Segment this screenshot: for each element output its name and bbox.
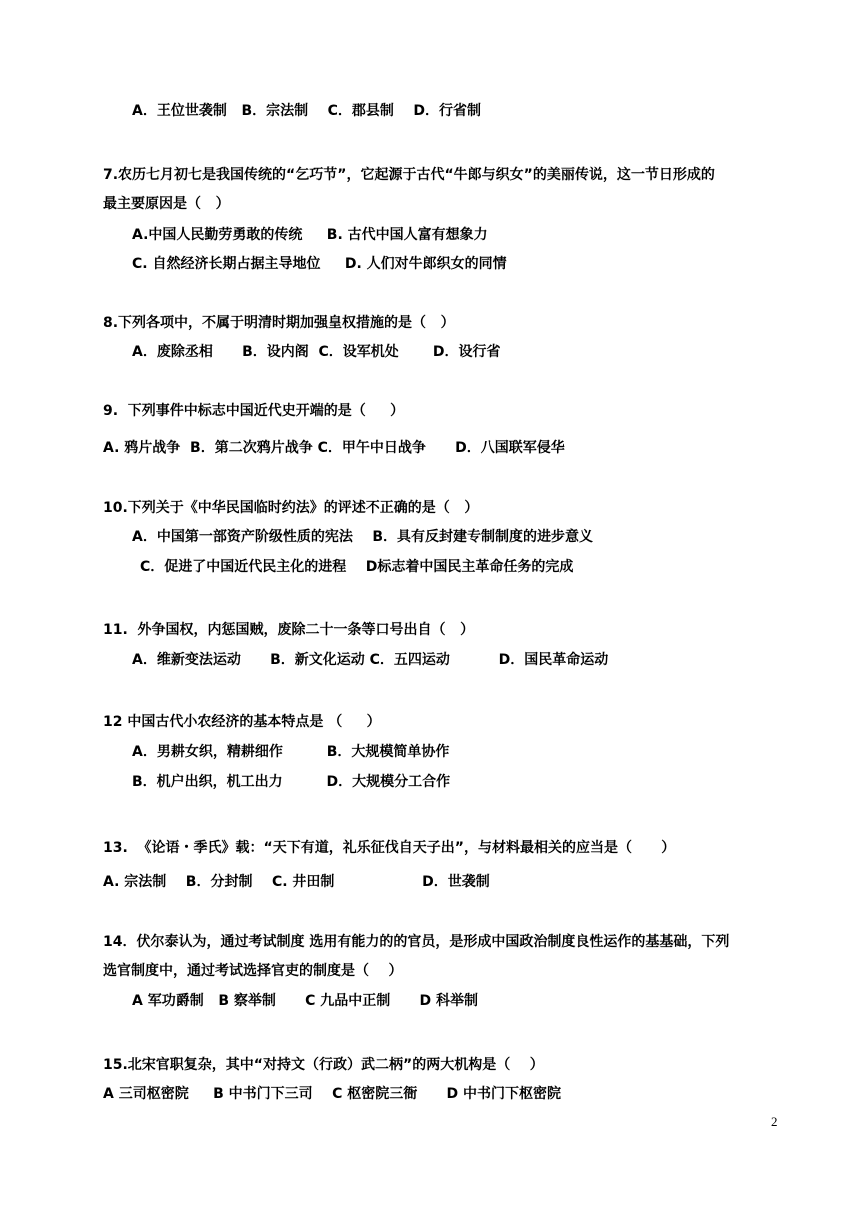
q14-options: A 军功爵制 B 察举制 C 九品中正制 D 科举制: [132, 993, 479, 1009]
q12-options-line2: B．机户出织，机工出力 D．大规模分工合作: [132, 774, 451, 790]
q14-stem-line2: 选官制度中，通过考试选择官吏的制度是（ ）: [103, 963, 403, 979]
page-number: 2: [771, 1114, 778, 1129]
q11-stem: 11. 外争国权，内惩国贼，废除二十一条等口号出自（ ）: [103, 622, 475, 638]
q14-stem-line1: 14．伏尔泰认为，通过考试制度 选用有能力的的官员，是形成中国政治制度良性运作的基基础，下列: [103, 934, 730, 950]
q10-options-line1: A．中国第一部资产阶级性质的宪法 B．具有反封建专制制度的进步意义: [132, 529, 594, 545]
q8-options: A．废除丞相 B．设内阁 C．设军机处 D．设行省: [132, 344, 501, 360]
q7-options-line1: A.中国人民勤劳勇敢的传统 B. 古代中国人富有想象力: [132, 227, 488, 243]
q13-stem: 13. 《论语・季氏》载：“天下有道，礼乐征伐自天子出”，与材料最相关的应当是（ ）: [103, 840, 676, 856]
q11-options: A．维新变法运动 B．新文化运动 C．五四运动 D．国民革命运动: [132, 652, 609, 668]
q15-options: A 三司枢密院 B 中书门下三司 C 枢密院三衙 D 中书门下枢密院: [103, 1086, 562, 1102]
q12-options-line1: A．男耕女织，精耕细作 B．大规模简单协作: [132, 744, 450, 760]
q10-options-line2: C．促进了中国近代民主化的进程 D标志着中国民主革命任务的完成: [140, 559, 574, 575]
q9-stem: 9. 下列事件中标志中国近代史开端的是（ ）: [103, 403, 405, 419]
q12-stem: 12 中国古代小农经济的基本特点是 （ ）: [103, 714, 381, 730]
q7-stem-line1: 7.农历七月初七是我国传统的“乞巧节”，它起源于古代“牛郎与织女”的美丽传说，这一节日形成的: [103, 167, 715, 183]
q13-options: A. 宗法制 B．分封制 C. 井田制 D．世袭制: [103, 874, 490, 890]
q15-stem: 15.北宋官职复杂，其中“对持文（行政）武二柄”的两大机构是（ ）: [103, 1057, 544, 1073]
q7-options-line2: C. 自然经济长期占据主导地位 D. 人们对牛郎织女的同情: [132, 256, 507, 272]
q7-stem-line2: 最主要原因是（ ）: [103, 196, 230, 212]
q6-options: A．王位世袭制 B．宗法制 C．郡县制 D．行省制: [132, 103, 482, 119]
q8-stem: 8.下列各项中，不属于明清时期加强皇权措施的是（ ）: [103, 315, 455, 331]
q10-stem: 10.下列关于《中华民国临时约法》的评述不正确的是（ ）: [103, 500, 479, 516]
q9-options: A. 鸦片战争 B．第二次鸦片战争 C．甲午中日战争 D．八国联军侵华: [103, 440, 565, 456]
